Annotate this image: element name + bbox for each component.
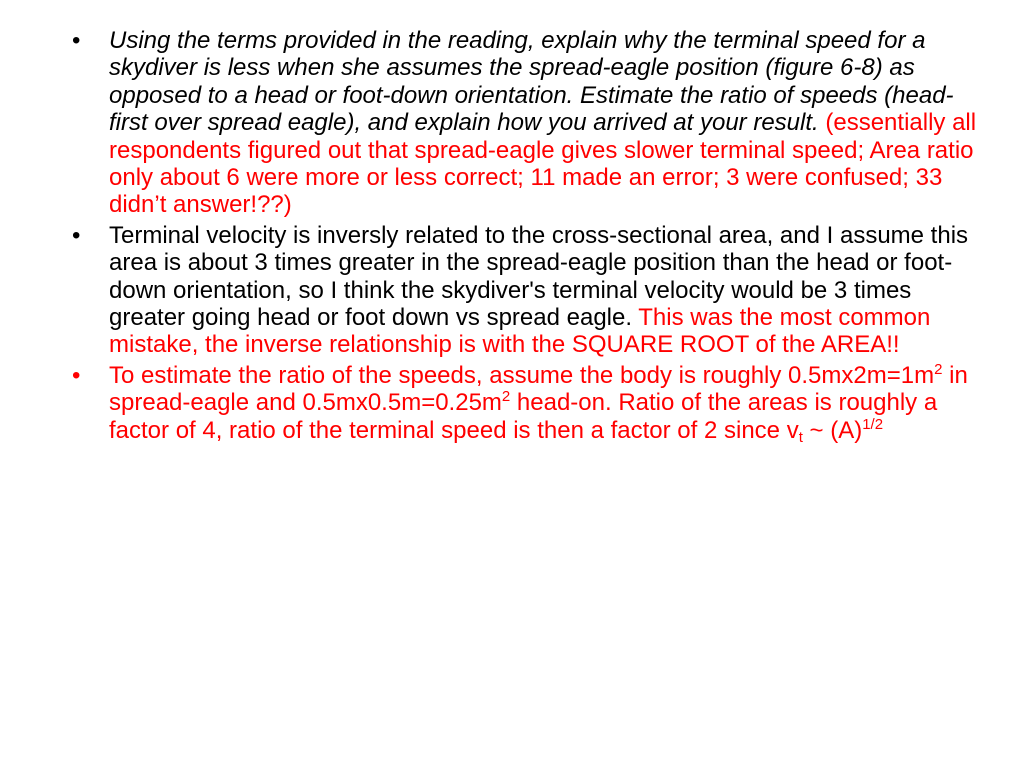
student-answer-text: Terminal velocity is inversly related to the cross-sectional area, and I assume this area is about 3 times greater in the spread-eagle position than the head or foot-down orientation, so I think the skydiver's terminal velocity would be 3 times greater going head or foot down vs spread eagle. [109, 221, 969, 332]
respondent-comment: (essentially all respondents figured out that spread-eagle gives slower terminal speed; Area ratio only about 6 were more or less correct; 11 made an error; 3 were confused; 33 didn’t answer!??) [109, 109, 977, 219]
solution-text-part4: ~ (A) [802, 416, 863, 444]
subscript-t: t [798, 428, 803, 446]
bullet-item-student-answer [72, 222, 982, 359]
superscript-half: 1/2 [862, 415, 884, 433]
solution-text-part3: head-on. Ratio of the areas is roughly a factor of 4, ratio of the terminal speed is then a factor of 2 since v [109, 389, 938, 444]
bullet-marker: • [72, 221, 81, 249]
mistake-comment: This was the most common mistake, the inverse relationship is with the SQUARE ROOT of the AREA!! [109, 304, 931, 359]
bullet-marker: • [72, 27, 81, 54]
question-text: Using the terms provided in the reading, explain why the terminal speed for a skydiver is less when she assumes the spread-eagle position (figure 6-8) as opposed to a head or foot-down orientation. Estimate the ratio of speeds (head-first over spread eagle), and explain how you arrived at your result. [109, 27, 954, 137]
superscript-squared: 2 [934, 360, 943, 378]
solution-text-part1: To estimate the ratio of the speeds, assume the body is roughly 0.5mx2m=1m [109, 361, 935, 389]
bullet-marker: • [72, 361, 81, 389]
solution-text-part2: in spread-eagle and 0.5mx0.5m=0.25m [109, 361, 968, 417]
bullet-list [72, 27, 982, 447]
bullet-item-solution [72, 362, 982, 444]
superscript-squared: 2 [501, 388, 511, 406]
bullet-item-question [72, 27, 982, 219]
